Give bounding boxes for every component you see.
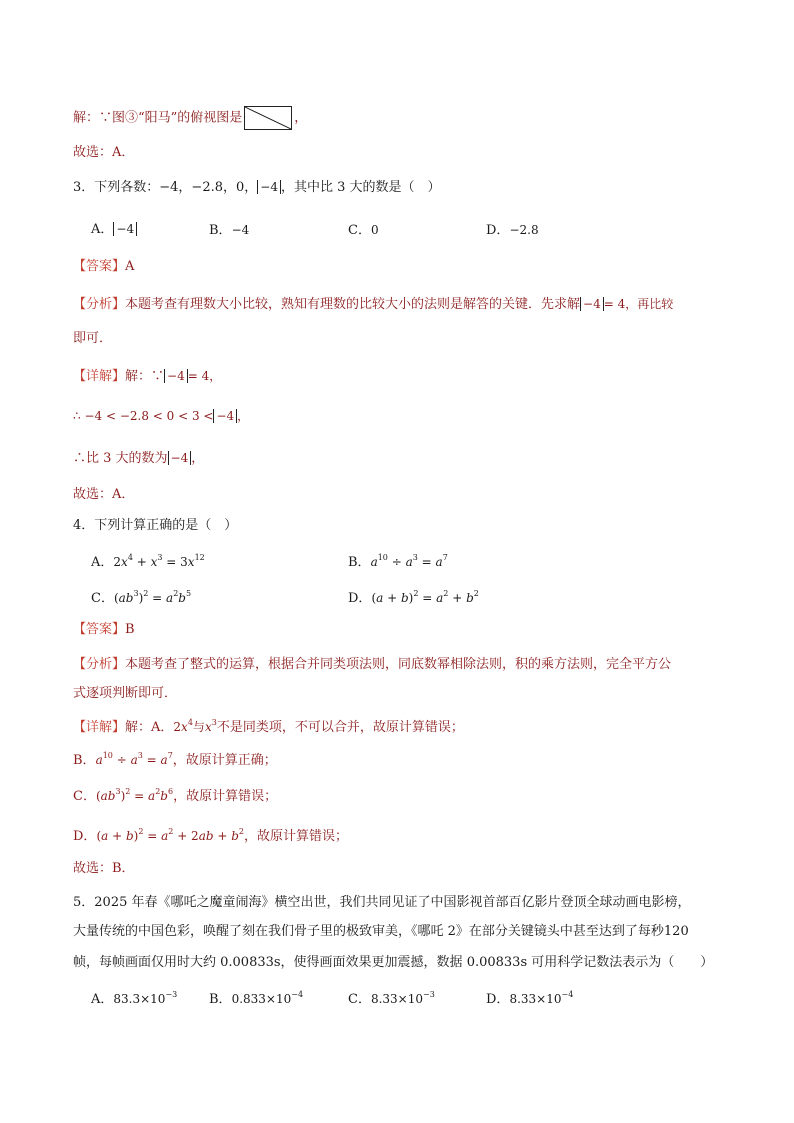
- q5-option-c: C．$8.33\times 10^{-3}$: [348, 990, 435, 1007]
- q2-choose: 故选：A．: [73, 145, 135, 160]
- q2-solution-line: 解：∵图③“阳马”的俯视图是 ，: [73, 106, 307, 130]
- q2-solution-text: 解：∵图③“阳马”的俯视图是: [73, 110, 243, 126]
- q5-stem-line3: 帧，每帧画面仅用时大约 0.00833s，使得画面效果更加震撼，数据 0.00833s 可用科学记数法表示为（ ）: [73, 955, 714, 970]
- q3-choose: 故选：A．: [73, 487, 135, 502]
- q5-option-b: B．$0.833\times 10^{-4}$: [209, 990, 304, 1007]
- q4-analysis-line1: 【分析】本题考查了整式的运算，根据合并同类项法则，同底数幂相除法则，积的乘方法则，完全平方公: [73, 657, 672, 672]
- q4-option-a: A．$2x^4 + x^3 = 3x^{12}$: [91, 553, 205, 570]
- q3-stem: 3．下列各数：−4，−2.8，0， −4 ，其中比 3 大的数是（ ）: [73, 180, 441, 195]
- q5-stem-line2: 大量传统的中国色彩，唤醒了刻在我们骨子里的极致审美，《哪吒 2》在部分关键镜头中甚至达到了每秒120: [73, 924, 689, 939]
- q3-option-c: C．0: [348, 223, 379, 238]
- q5-stem-line1: 5．2025 年春《哪吒之魔童闹海》横空出世，我们共同见证了中国影视首部百亿影片登顶全球动画电影榜，: [73, 895, 691, 910]
- q4-option-d: D．$(a + b)^2 = a^2 + b^2$: [348, 589, 479, 606]
- top-view-figure: [244, 106, 292, 130]
- q5-option-d: D．$8.33\times 10^{-4}$: [486, 990, 574, 1007]
- q4-detail-d: D．$(a + b)^2 = a^2 + 2ab + b^2$，故原计算错误；: [73, 827, 349, 844]
- q3-detail-line1: 【详解】解：∵ −4 = 4，: [73, 369, 222, 384]
- q3-option-b: B．−4: [209, 223, 250, 238]
- q3-option-a: A． −4: [91, 220, 137, 240]
- q4-detail-b: B．$a^{10} \div a^3 = a^7$，故原计算正确；: [73, 751, 277, 768]
- q3-analysis-line1: 【分析】本题考查有理数大小比较，熟知有理数的比较大小的法则是解答的关键．先求解 −4 = 4，再比较: [73, 297, 674, 312]
- q4-answer: 【答案】B: [73, 622, 135, 637]
- q4-detail-c: C．$(ab^3)^2 = a^2b^6$，故原计算错误；: [73, 787, 278, 804]
- q4-option-b: B．$a^{10} \div a^3 = a^7$: [348, 553, 448, 570]
- q4-option-c: C．$(ab^3)^2 = a^2b^5$: [91, 589, 192, 606]
- q3-option-d: D．−2.8: [486, 223, 539, 238]
- q3-detail-line2: ∴ −4 < −2.8 < 0 < 3 < −4 ，: [73, 409, 250, 423]
- q4-detail-a: 【详解】解：A．$2x^4$与$x^3$不是同类项，不可以合并，故原计算错误；: [73, 718, 464, 735]
- q4-analysis-line2: 式逐项判断即可．: [73, 686, 178, 701]
- abs-value: −4: [257, 180, 281, 194]
- q3-analysis-line2: 即可．: [73, 331, 113, 346]
- q3-answer: 【答案】A: [73, 259, 135, 274]
- q5-option-a: A．$83.3\times 10^{-3}$: [91, 990, 178, 1007]
- q3-detail-line3: ∴比 3 大的数为 −4 ，: [73, 451, 205, 466]
- q4-choose: 故选：B．: [73, 861, 135, 876]
- q4-stem: 4．下列计算正确的是（ ）: [73, 518, 238, 533]
